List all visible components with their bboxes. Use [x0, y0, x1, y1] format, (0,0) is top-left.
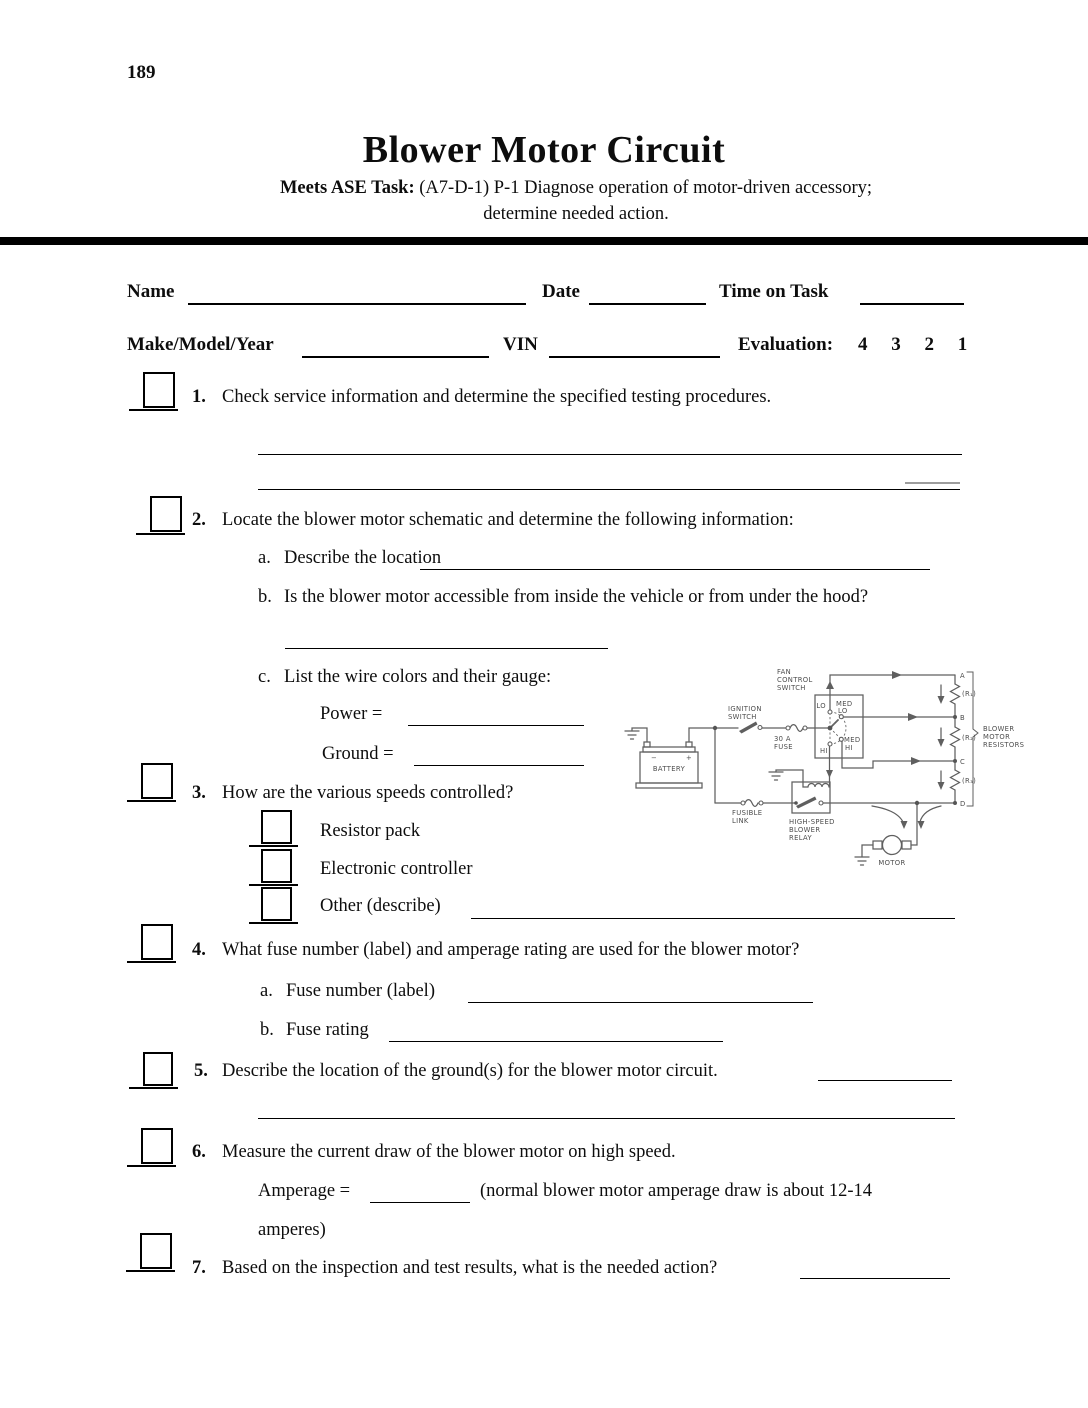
svg-text:HI: HI — [845, 744, 853, 752]
task-checkbox-2 — [150, 496, 182, 532]
item-5-text: Describe the location of the ground(s) for the blower motor circuit. — [222, 1061, 718, 1081]
terminal-b-label: B — [960, 714, 966, 722]
ignition-switch-label: IGNITION — [728, 705, 762, 713]
task-checkbox-5-line — [129, 1087, 178, 1089]
make-model-year-label: Make/Model/Year — [127, 334, 274, 355]
svg-text:SWITCH: SWITCH — [728, 713, 757, 721]
amperage-note: (normal blower motor amperage draw is about 12-14 — [480, 1181, 872, 1201]
svg-text:MOTOR: MOTOR — [983, 733, 1011, 741]
item-5-number: 5. — [194, 1061, 208, 1081]
item-6-text: Measure the current draw of the blower motor on high speed. — [222, 1142, 676, 1162]
battery-plus-terminal: + — [685, 754, 693, 762]
item-2b-blank — [285, 648, 608, 649]
item-2a-blank — [420, 569, 930, 570]
item-7-text: Based on the inspection and test results, what is the needed action? — [222, 1258, 718, 1278]
svg-text:CONTROL: CONTROL — [777, 676, 813, 684]
option-checkbox-electronic-controller — [261, 849, 292, 883]
task-checkbox-6 — [141, 1128, 173, 1164]
item-6-number: 6. — [192, 1142, 206, 1162]
blower-relay-label: HIGH-SPEED — [789, 818, 835, 826]
svg-text:BLOWER: BLOWER — [789, 826, 821, 834]
terminal-d-label: D — [960, 800, 966, 808]
page-number: 189 — [127, 62, 156, 83]
task-checkbox-5 — [143, 1052, 173, 1086]
option-checkbox-electronic-controller-line — [249, 884, 298, 886]
fusible-link-label: FUSIBLE — [732, 809, 763, 817]
task-checkbox-3 — [141, 763, 173, 799]
item-4a-blank — [468, 1002, 813, 1003]
option-other-label: Other (describe) — [320, 896, 441, 916]
battery-label: BATTERY — [652, 765, 686, 773]
vin-label: VIN — [503, 334, 538, 355]
ase-task-line2: determine needed action. — [483, 204, 669, 224]
item-2-number: 2. — [192, 510, 206, 530]
ase-task-label: Meets ASE Task: — [279, 178, 415, 198]
option-electronic-controller-label: Electronic controller — [320, 859, 473, 879]
option-checkbox-resistor-pack — [261, 810, 292, 844]
svg-text:LINK: LINK — [732, 817, 749, 825]
item-7-number: 7. — [192, 1258, 206, 1278]
evaluation-label: Evaluation: — [738, 334, 834, 355]
item-1-number: 1. — [192, 387, 206, 407]
task-checkbox-3-line — [127, 800, 176, 802]
item-7-inline-blank — [800, 1278, 950, 1279]
vin-blank — [549, 356, 720, 358]
switch-lo-label: LO — [816, 702, 826, 710]
resistor-r1-label: (R₁) — [962, 690, 977, 698]
fuse-label: 30 A — [774, 735, 791, 743]
item-1-answer-line-artifact — [905, 482, 960, 484]
task-checkbox-7 — [140, 1233, 172, 1269]
option-checkbox-other — [261, 887, 292, 921]
svg-text:SWITCH: SWITCH — [777, 684, 806, 692]
task-checkbox-6-line — [127, 1165, 176, 1167]
battery-minus-terminal: − — [650, 754, 658, 762]
item-3-number: 3. — [192, 783, 206, 803]
item-1-text: Check service information and determine the specified testing procedures. — [222, 387, 772, 407]
header-divider — [0, 237, 1088, 245]
power-label: Power = — [320, 704, 383, 724]
date-blank — [589, 303, 706, 305]
item-2c-number: c. — [258, 667, 271, 687]
date-label: Date — [542, 281, 580, 302]
resistor-r3-label: (R₃) — [962, 777, 977, 785]
name-blank — [188, 303, 526, 305]
item-4-number: 4. — [192, 940, 206, 960]
task-checkbox-4-line — [127, 961, 176, 963]
resistor-r2-label: (R₂) — [962, 734, 977, 742]
item-2c-text: List the wire colors and their gauge: — [284, 667, 552, 687]
item-1-answer-line-2 — [258, 489, 960, 490]
blower-motor-schematic — [610, 660, 1040, 915]
item-4-text: What fuse number (label) and amperage rating are used for the blower motor? — [222, 940, 800, 960]
task-checkbox-2-line — [136, 533, 185, 535]
item-2a-number: a. — [258, 548, 271, 568]
switch-med-hi-label: MED — [844, 736, 861, 744]
terminal-c-label: C — [960, 758, 966, 766]
terminal-a-label: A — [960, 672, 965, 680]
task-checkbox-7-line — [126, 1270, 175, 1272]
option-checkbox-resistor-pack-line — [249, 845, 298, 847]
item-5-answer-line — [258, 1118, 955, 1119]
option-other-blank — [471, 918, 955, 919]
name-label: Name — [127, 281, 175, 302]
item-4a-number: a. — [260, 981, 273, 1001]
item-2b-number: b. — [258, 587, 272, 607]
evaluation-scale: 4 3 2 1 — [858, 334, 968, 355]
amperage-blank — [370, 1202, 470, 1203]
amperage-note-2: amperes) — [258, 1220, 326, 1240]
make-model-year-blank — [302, 356, 489, 358]
item-1-answer-line-1 — [258, 454, 962, 455]
item-2b-text: Is the blower motor accessible from inside the vehicle or from under the hood? — [284, 587, 869, 607]
ground-label: Ground = — [322, 744, 394, 764]
blower-motor-resistors-label: BLOWER — [983, 725, 1015, 733]
item-5-inline-blank — [818, 1080, 952, 1081]
item-3-text: How are the various speeds controlled? — [222, 783, 514, 803]
item-2a-text: Describe the location — [284, 548, 442, 568]
page-title: Blower Motor Circuit — [362, 129, 726, 171]
ground-blank — [414, 765, 584, 766]
task-checkbox-4 — [141, 924, 173, 960]
task-checkbox-1-line — [129, 409, 178, 411]
item-4a-text: Fuse number (label) — [286, 981, 435, 1001]
switch-hi-label: HI — [820, 747, 828, 755]
svg-text:RELAY: RELAY — [789, 834, 812, 842]
svg-text:LO: LO — [838, 707, 848, 715]
time-on-task-label: Time on Task — [719, 281, 829, 302]
item-4b-blank — [389, 1041, 723, 1042]
fan-control-switch-label: FAN — [777, 668, 792, 676]
task-checkbox-1 — [143, 372, 175, 408]
motor-label: MOTOR — [878, 859, 906, 867]
ase-task-text: (A7-D-1) P-1 Diagnose operation of motor-driven accessory; — [419, 178, 873, 198]
amperage-label: Amperage = — [258, 1181, 351, 1201]
time-on-task-blank — [860, 303, 964, 305]
power-blank — [408, 725, 584, 726]
ase-task-line — [64, 178, 1088, 199]
item-4b-text: Fuse rating — [286, 1020, 369, 1040]
item-2-text: Locate the blower motor schematic and determine the following information: — [222, 510, 794, 530]
item-4b-number: b. — [260, 1020, 274, 1040]
switch-med-lo-label: MED — [836, 700, 853, 708]
option-resistor-pack-label: Resistor pack — [320, 821, 421, 841]
svg-text:RESISTORS: RESISTORS — [983, 741, 1025, 749]
option-checkbox-other-line — [249, 922, 298, 924]
svg-text:FUSE: FUSE — [774, 743, 793, 751]
